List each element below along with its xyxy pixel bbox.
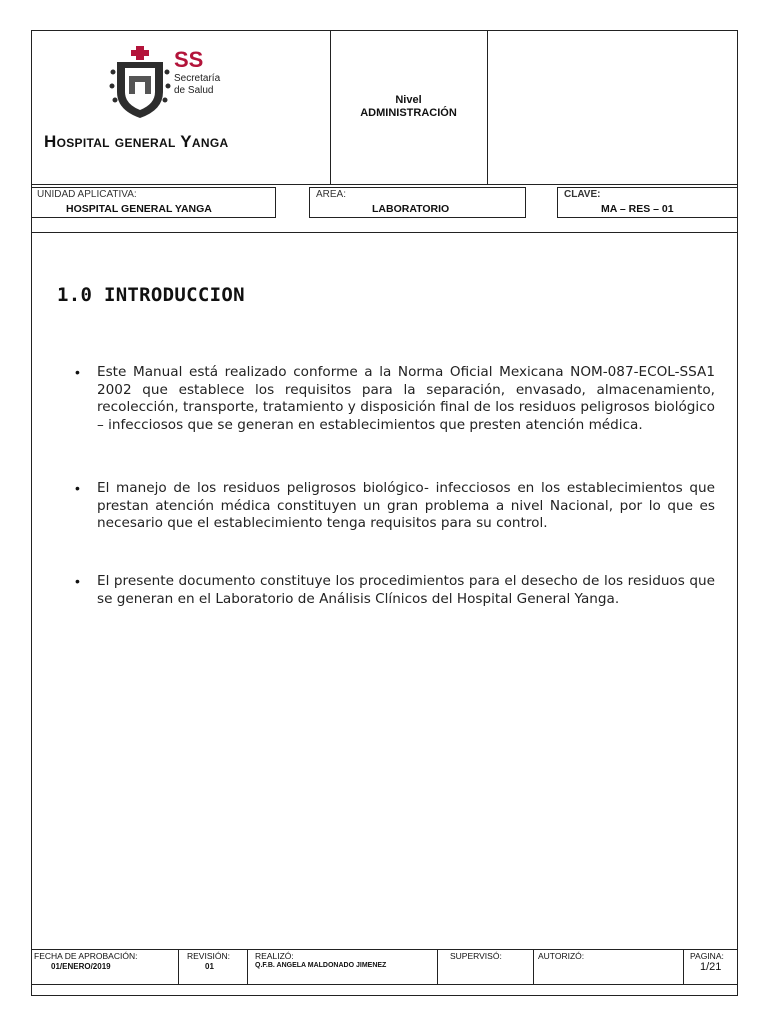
list-item [75,364,715,434]
list-item [75,480,715,533]
area-label: AREA: [316,189,347,200]
unidad-label: UNIDAD APLICATIVA: [37,189,137,200]
superviso-cell [438,950,534,984]
logo-cell [31,30,331,184]
clave-box [557,187,738,218]
autorizo-cell [534,950,684,984]
footer-bottom-line [31,984,738,985]
pagina-cell [684,950,738,984]
pagina-label: PAGINA: [690,951,724,961]
ss-subtitle-line1: Secretaría [174,73,221,84]
blank-header-cell [487,30,738,184]
pagina-value: 1/21 [700,961,722,973]
superviso-label: SUPERVISÓ: [450,951,502,961]
nivel-label: Nivel [395,94,422,106]
bullet-icon: • [75,573,80,589]
revision-label: REVISIÓN: [187,951,230,961]
area-value: LABORATORIO [372,203,450,215]
ss-subtitle-line2: de Salud [174,85,214,96]
fecha-value: 01/ENERO/2019 [51,962,111,971]
area-box [309,187,526,218]
fecha-cell [31,950,179,984]
list-item [75,573,715,608]
bullet-text: El presente documento constituye los procedimientos para el desecho de los residuos que se generan en el Laboratorio de Análisis Clínicos del Hospital General Yanga. [97,573,715,607]
bullet-text: Este Manual está realizado conforme a la Norma Oficial Mexicana NOM-087-ECOL-SSA1 2002 que establece los requisitos para la separación, envasado, almacenamiento, recolección, transporte, tratamiento y disposición final de los residuos peligrosos biológico – infecciosos que se generan en establecimientos que presten atención médica. [97,364,715,433]
unidad-value: HOSPITAL GENERAL YANGA [66,203,212,215]
document-footer [31,950,738,984]
bullet-text: El manejo de los residuos peligrosos biológico- infecciosos en los establecimientos que prestan atención médica constituyen un gran problema a nivel Nacional, por lo que es necesario que el establecimiento tenga requisitos para su control. [97,480,715,531]
ss-logo-text: SS [174,47,204,72]
section-title: 1.0 INTRODUCCION [57,284,245,306]
realizo-cell [248,950,438,984]
bullet-icon: • [75,364,80,380]
header-divider [31,184,738,185]
hospital-name: Hospital general Yanga [44,132,229,151]
document-header [31,30,738,184]
revision-cell [179,950,248,984]
realizo-value: Q.F.B. ANGELA MALDONADO JIMENEZ [255,962,387,969]
ss-subtitle [174,73,220,97]
meta-divider [31,232,738,233]
nivel-cell [330,30,488,184]
realizo-label: REALIZÓ: [255,951,294,961]
clave-label: CLAVE: [564,189,601,200]
autorizo-label: AUTORIZÓ: [538,951,585,961]
bullet-icon: • [75,480,80,496]
fecha-label: FECHA DE APROBACIÓN: [34,951,138,961]
coat-of-arms-icon [109,46,171,120]
revision-value: 01 [205,962,214,971]
nivel-value: ADMINISTRACIÓN [360,107,457,119]
clave-value: MA – RES – 01 [601,203,674,215]
unidad-box [31,187,276,218]
